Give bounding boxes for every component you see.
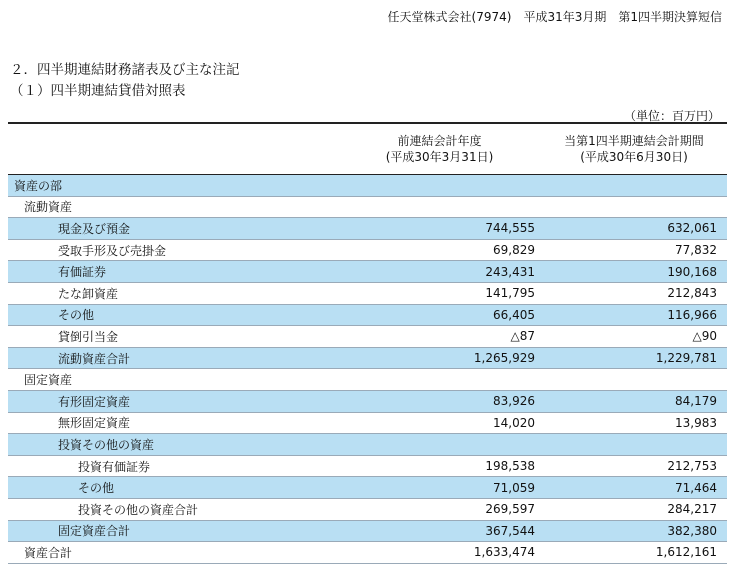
table-row (8, 239, 727, 261)
balance-sheet-table (8, 122, 727, 564)
curr-period-value: 190,168 (541, 261, 727, 283)
curr-period-value (541, 369, 727, 391)
curr-period-value: 116,966 (541, 304, 727, 326)
table-row (8, 542, 727, 564)
prev-period-date: (平成30年3月31日) (385, 150, 494, 164)
prev-period-value (338, 175, 541, 197)
row-label: 現金及び預金 (8, 218, 338, 240)
prev-period-value: 1,265,929 (338, 347, 541, 369)
table-row (8, 434, 727, 456)
row-label: たな卸資産 (8, 282, 338, 304)
prev-period-value: 744,555 (338, 218, 541, 240)
unit-label: （単位：百万円） (623, 109, 720, 123)
row-label: その他 (8, 477, 338, 499)
row-label: 受取手形及び売掛金 (8, 239, 338, 261)
prev-period-value: 71,059 (338, 477, 541, 499)
curr-period-value (541, 196, 727, 218)
curr-period-value: 13,983 (541, 412, 727, 434)
section-title: ２．四半期連結財務諸表及び主な注記 (10, 62, 240, 78)
row-label: 固定資産合計 (8, 520, 338, 542)
curr-period-value: 632,061 (541, 218, 727, 240)
row-label: 貸倒引当金 (8, 326, 338, 348)
prev-period-value: 269,597 (338, 498, 541, 520)
row-label: 有価証券 (8, 261, 338, 283)
prev-period-value: 66,405 (338, 304, 541, 326)
table-row (8, 412, 727, 434)
table-row (8, 326, 727, 348)
curr-period-value: 284,217 (541, 498, 727, 520)
table-row (8, 261, 727, 283)
prev-period-value: 198,538 (338, 455, 541, 477)
table-row (8, 477, 727, 499)
prev-period-value (338, 434, 541, 456)
table-row (8, 347, 727, 369)
row-label: その他 (8, 304, 338, 326)
curr-period-value: 1,612,161 (541, 542, 727, 564)
prev-period-value: 243,431 (338, 261, 541, 283)
prev-period-title: 前連結会計年度 (397, 134, 482, 148)
prev-period-value: 83,926 (338, 390, 541, 412)
curr-period-value: 1,229,781 (541, 347, 727, 369)
table-row (8, 498, 727, 520)
table-row (8, 390, 727, 412)
prev-period-value (338, 369, 541, 391)
curr-period-value: 71,464 (541, 477, 727, 499)
row-label: 流動資産 (8, 196, 338, 218)
curr-period-value: 382,380 (541, 520, 727, 542)
table-row (8, 196, 727, 218)
prev-period-header (338, 123, 541, 175)
table-row (8, 282, 727, 304)
curr-period-date: (平成30年6月30日) (580, 150, 688, 164)
curr-period-value: 77,832 (541, 239, 727, 261)
row-label: 資産合計 (8, 542, 338, 564)
table-row (8, 218, 727, 240)
table-row (8, 520, 727, 542)
curr-period-title: 当第1四半期連結会計期間 (564, 134, 704, 148)
prev-period-value: 14,020 (338, 412, 541, 434)
row-label: 固定資産 (8, 369, 338, 391)
prev-period-value: 1,633,474 (338, 542, 541, 564)
prev-period-value: 367,544 (338, 520, 541, 542)
row-label: 投資その他の資産 (8, 434, 338, 456)
curr-period-value: 84,179 (541, 390, 727, 412)
prev-period-value (338, 196, 541, 218)
subsection-title: （１）四半期連結貸借対照表 (10, 83, 186, 99)
curr-period-value: 212,843 (541, 282, 727, 304)
row-label: 無形固定資産 (8, 412, 338, 434)
row-label: 投資その他の資産合計 (8, 498, 338, 520)
table-row (8, 175, 727, 197)
row-label: 有形固定資産 (8, 390, 338, 412)
row-label: 資産の部 (8, 175, 338, 197)
table-header-row (8, 123, 727, 175)
label-column-header (8, 123, 338, 175)
curr-period-header (541, 123, 727, 175)
table-row (8, 304, 727, 326)
prev-period-value: 69,829 (338, 239, 541, 261)
curr-period-value: △90 (541, 326, 727, 348)
curr-period-value (541, 434, 727, 456)
row-label: 流動資産合計 (8, 347, 338, 369)
prev-period-value: △87 (338, 326, 541, 348)
report-header: 任天堂株式会社(7974) 平成31年3月期 第1四半期決算短信 (387, 10, 722, 24)
prev-period-value: 141,795 (338, 282, 541, 304)
curr-period-value (541, 175, 727, 197)
curr-period-value: 212,753 (541, 455, 727, 477)
row-label: 投資有価証券 (8, 455, 338, 477)
table-row (8, 369, 727, 391)
table-row (8, 455, 727, 477)
